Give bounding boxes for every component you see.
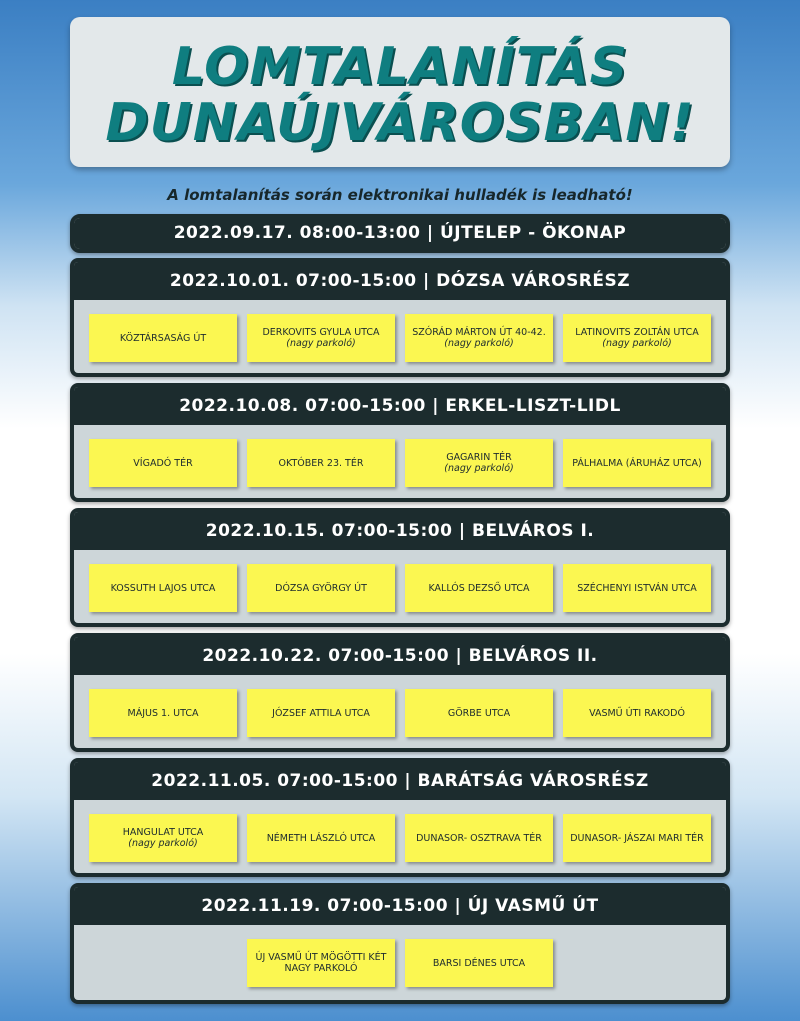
location-note: (nagy parkoló) <box>444 463 514 474</box>
location-name: DERKOVITS GYULA UTCA <box>262 327 380 338</box>
event-header: 2022.10.08. 07:00-15:00 | ERKEL-LISZT-LIDL <box>74 387 726 425</box>
location-item <box>405 939 553 987</box>
location-name: DUNASOR- OSZTRAVA TÉR <box>416 832 542 844</box>
location-item <box>563 689 711 737</box>
location-name: NÉMETH LÁSZLÓ UTCA <box>266 832 376 844</box>
event-header: 2022.09.17. 08:00-13:00 | ÚJTELEP - ÖKONAP <box>74 218 726 249</box>
event-card <box>70 383 730 502</box>
location-name: GÖRBE UTCA <box>447 707 511 719</box>
location-item <box>89 564 237 612</box>
location-item <box>89 814 237 862</box>
event-card <box>70 508 730 627</box>
location-name: KALLÓS DEZSŐ UTCA <box>428 582 530 594</box>
location-name: DÓZSA GYÖRGY ÚT <box>275 582 367 594</box>
location-item <box>563 439 711 487</box>
event-card <box>70 258 730 377</box>
location-name: SZÉCHENYI ISTVÁN UTCA <box>577 582 697 594</box>
location-name: PÁLHALMA (ÁRUHÁZ UTCA) <box>572 457 702 469</box>
title-banner <box>70 17 730 167</box>
location-item <box>405 439 553 487</box>
location-list <box>74 550 726 612</box>
location-item <box>563 814 711 862</box>
title-line-1: LOMTALANÍTÁS <box>171 37 629 97</box>
location-list <box>74 800 726 862</box>
location-item <box>89 314 237 362</box>
location-item <box>247 689 395 737</box>
location-list <box>74 925 726 987</box>
location-name: MÁJUS 1. UTCA <box>127 707 199 719</box>
location-item <box>563 314 711 362</box>
event-header: 2022.10.01. 07:00-15:00 | DÓZSA VÁROSRÉSZ <box>74 262 726 300</box>
location-name: VÍGADÓ TÉR <box>133 457 193 469</box>
location-name: VASMŰ ÚTI RAKODÓ <box>589 707 685 719</box>
title-line-2: DUNAÚJVÁROSBAN! <box>105 93 695 153</box>
location-name: KOSSUTH LAJOS UTCA <box>110 582 216 594</box>
location-note: (nagy parkoló) <box>128 838 198 849</box>
location-name: JÓZSEF ATTILA UTCA <box>272 707 370 719</box>
location-item <box>247 939 395 987</box>
event-card <box>70 214 730 253</box>
location-name: HANGULAT UTCA <box>122 827 204 838</box>
event-card <box>70 883 730 1004</box>
location-note: (nagy parkoló) <box>444 338 514 349</box>
event-header: 2022.10.15. 07:00-15:00 | BELVÁROS I. <box>74 512 726 550</box>
location-note: (nagy parkoló) <box>286 338 356 349</box>
location-item <box>89 439 237 487</box>
event-header: 2022.11.19. 07:00-15:00 | ÚJ VASMŰ ÚT <box>74 887 726 925</box>
location-item <box>405 814 553 862</box>
location-name: BARSI DÉNES UTCA <box>432 957 526 969</box>
location-name: LATINOVITS ZOLTÁN UTCA <box>575 327 699 338</box>
location-name: ÚJ VASMŰ ÚT MÖGÖTTI KÉT NAGY PARKOLÓ <box>255 952 387 974</box>
event-card <box>70 758 730 877</box>
event-card <box>70 633 730 752</box>
location-list <box>74 300 726 362</box>
event-header: 2022.11.05. 07:00-15:00 | BARÁTSÁG VÁROSRÉSZ <box>74 762 726 800</box>
location-item <box>247 314 395 362</box>
location-item <box>89 689 237 737</box>
location-item <box>563 564 711 612</box>
location-name: DUNASOR- JÁSZAI MARI TÉR <box>570 832 704 844</box>
location-note: (nagy parkoló) <box>602 338 672 349</box>
location-item <box>247 814 395 862</box>
subtitle: A lomtalanítás során elektronikai hulladék is leadható! <box>167 186 633 204</box>
location-item <box>405 564 553 612</box>
location-list <box>74 675 726 737</box>
location-name: KÖZTÁRSASÁG ÚT <box>119 332 207 344</box>
location-name: SZÓRÁD MÁRTON ÚT 40-42. <box>412 327 546 338</box>
location-item <box>247 439 395 487</box>
location-name: OKTÓBER 23. TÉR <box>278 457 364 469</box>
event-header: 2022.10.22. 07:00-15:00 | BELVÁROS II. <box>74 637 726 675</box>
location-item <box>405 314 553 362</box>
location-item <box>405 689 553 737</box>
location-list <box>74 425 726 487</box>
location-name: GAGARIN TÉR <box>446 452 512 463</box>
location-item <box>247 564 395 612</box>
